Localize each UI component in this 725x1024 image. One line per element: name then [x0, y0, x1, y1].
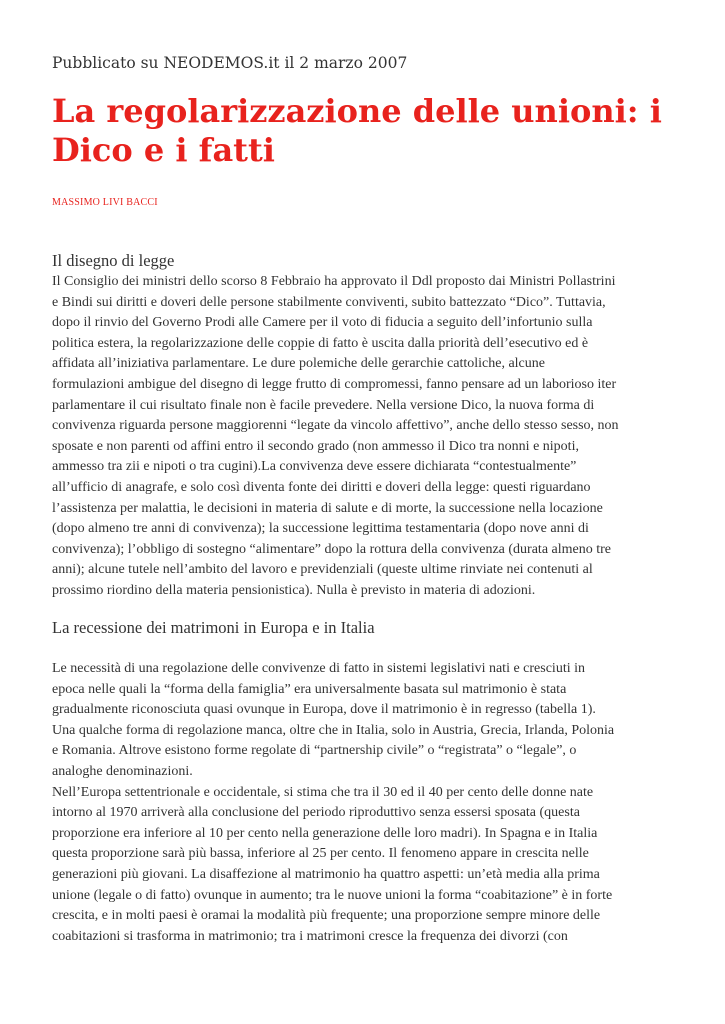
- text-line: crescita, e in molti paesi è oramai la modalità più frequente; una proporzione sempre minore delle: [52, 908, 601, 924]
- text-line: Il Consiglio dei ministri dello scorso 8 Febbraio ha approvato il Ddl proposto dai Ministri Pollastrini: [52, 274, 616, 289]
- section-body-recessione: [52, 659, 674, 947]
- text-line: Le necessità di una regolazione delle convivenze di fatto in sistemi legislativi nati e cresciuti in: [52, 661, 585, 676]
- title-line: La regolarizzazione delle unioni: i: [52, 92, 662, 130]
- author-name: MASSIMO LIVI BACCI: [52, 197, 158, 208]
- text-line: proporzione era inferiore al 10 per cento nella generazione delle loro madri). In Spagna e in Italia: [52, 825, 598, 841]
- title-line: Dico e i fatti: [52, 131, 275, 169]
- text-line: affidata all’iniziativa parlamentare. Le dure polemiche delle gerarchie cattoliche, alcune: [52, 356, 545, 372]
- text-line: formulazioni ambigue del disegno di legge frutto di compromessi, fanno pensare ad un laborioso iter: [52, 376, 617, 392]
- text-line: analoghe denominazioni.: [52, 763, 193, 779]
- text-line: e Bindi sui diritti e doveri delle persone stabilmente conviventi, subito battezzato “Dico”. Tuttavia,: [52, 294, 606, 310]
- text-line: dopo il rinvio del Governo Prodi alle Camere per il voto di fiducia a seguito dell’infortunio sulla: [52, 315, 593, 331]
- text-line: Una qualche forma di regolazione manca, oltre che in Italia, solo in Austria, Grecia, Irlanda, Polonia: [52, 722, 615, 738]
- text-line: all’ufficio di anagrafe, e solo così diventa fonte dei diritti e doveri della legge: questi riguardano: [52, 479, 591, 495]
- text-line: intorno al 1970 arriverà alla conclusione del periodo riproduttivo senza essersi sposata (questa: [52, 805, 580, 821]
- section-body-disegno: [52, 272, 674, 602]
- section-heading-recessione: La recessione dei matrimoni in Europa e in Italia: [52, 618, 375, 637]
- text-line: sposate e non parenti od affini entro il secondo grado (non ammesso il Dico tra nonni e nipoti,: [52, 438, 579, 454]
- text-line: epoca nelle quali la “forma della famiglia” era universalmente basata sul matrimonio è stata: [52, 681, 567, 697]
- text-line: questa proporzione sarà più bassa, inferiore al 25 per cento. Il fenomeno appare in crescita nelle: [52, 846, 589, 862]
- article-title: [52, 92, 692, 170]
- text-line: prossimo riordino della materia pensionistica). Nulla è previsto in materia di adozioni.: [52, 582, 536, 598]
- text-line: e Romania. Altrove esistono forme regolate di “partnership civile” o “registrata” o “legale”, o: [52, 743, 577, 759]
- text-line: coabitazioni si trasforma in matrimonio; tra i matrimoni cresce la frequenza dei divorzi (con: [52, 928, 568, 944]
- text-line: anni); alcune tutele nell’ambito del lavoro e previdenziali (queste ultime rinviate nei contenuti al: [52, 562, 593, 578]
- text-line: parlamentare il cui risultato finale non è facile prevedere. Nella versione Dico, la nuova forma di: [52, 397, 595, 413]
- publication-note: Pubblicato su NEODEMOS.it il 2 marzo 2007: [52, 54, 408, 72]
- text-line: convivenza); l’obbligo di sostegno “alimentare” dopo la rottura della convivenza (durata almeno tre: [52, 541, 612, 557]
- text-line: ammesso tra zii e nipoti o tra cugini).La convivenza deve essere dichiarata “contestualmente”: [52, 459, 577, 475]
- section-heading-disegno: Il disegno di legge: [52, 251, 175, 270]
- text-line: convivenza riguarda persone maggiorenni “legate da vincolo affettivo”, anche dello stesso sesso, non: [52, 418, 619, 434]
- text-line: Nell’Europa settentrionale e occidentale, si stima che tra il 30 ed il 40 per cento delle donne nate: [52, 784, 594, 800]
- text-line: gradualmente riconosciuta quasi ovunque in Europa, dove il matrimonio è in regresso (tabella 1).: [52, 702, 596, 718]
- text-line: (dopo almeno tre anni di convivenza); la successione legittima testamentaria (dopo nove anni di: [52, 521, 589, 537]
- text-line: l’assistenza per malattia, le decisioni in materia di salute e di morte, la successione nella locazione: [52, 500, 603, 516]
- text-line: generazioni più giovani. La disaffezione al matrimonio ha quattro aspetti: un’età media alla prima: [52, 866, 600, 882]
- text-line: politica estera, la regolarizzazione delle coppie di fatto è uscita dalla priorità dell’esecutivo ed è: [52, 335, 589, 351]
- text-line: unione (legale o di fatto) ovunque in aumento; tra le nuove unioni la forma “coabitazione” è in forte: [52, 887, 613, 903]
